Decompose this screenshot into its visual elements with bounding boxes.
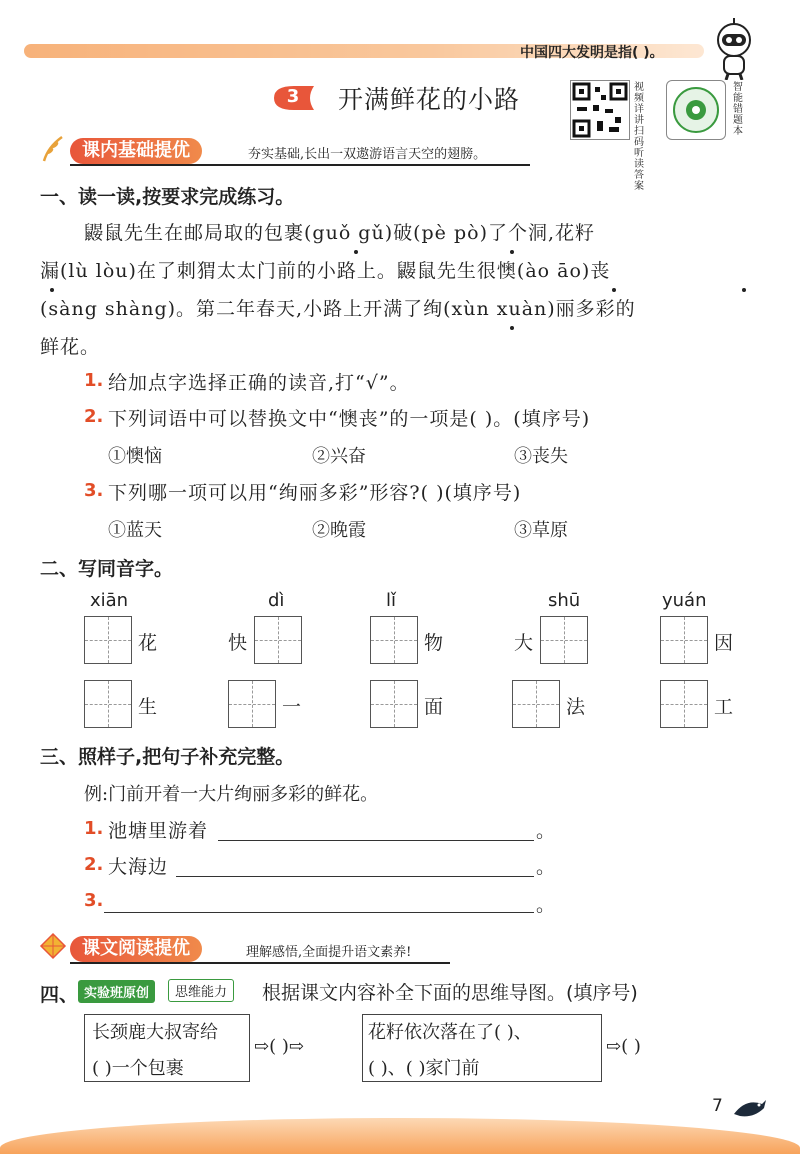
emphasis-dot <box>510 250 514 254</box>
qr-code-mistakes[interactable] <box>666 80 726 140</box>
q1-item-text: 下列词语中可以替换文中“懊丧”的一项是( )。(填序号) <box>108 408 591 430</box>
mindmap-box1-line2: ( )一个包裹 <box>92 1058 184 1079</box>
q3-item-end: 。 <box>536 856 557 878</box>
banner-underline <box>70 164 530 166</box>
emphasis-dot <box>354 250 358 254</box>
answer-line[interactable] <box>176 876 534 877</box>
emphasis-dot <box>612 288 616 292</box>
writing-grid-cell[interactable] <box>254 616 302 664</box>
char-before: 快 <box>228 632 248 654</box>
q3-item-num: 2. <box>84 854 104 875</box>
char-after: 因 <box>714 632 734 654</box>
top-note: 中国四大发明是指( )。 <box>520 45 664 61</box>
qr2-caption: 智能错题本 <box>733 82 743 137</box>
char-after: 花 <box>138 632 158 654</box>
char-after: 工 <box>714 696 734 718</box>
section-banner-reading: 课文阅读提优 <box>70 936 202 962</box>
wheat-icon <box>38 133 68 163</box>
q4-heading-prefix: 四、 <box>40 984 79 1006</box>
char-after: 法 <box>566 696 586 718</box>
passage-line-1: 鼹鼠先生在邮局取的包裹(guǒ gǔ)破(pè pò)了个洞,花籽 <box>84 222 596 244</box>
option: ②兴奋 <box>312 446 366 467</box>
qr1-caption: 视频详讲扫码听读答案 <box>634 82 644 192</box>
pinyin-label: lǐ <box>386 590 397 611</box>
option: ①蓝天 <box>108 520 162 541</box>
section-slogan-reading: 理解感悟,全面提升语文素养! <box>246 945 412 960</box>
qr-pattern-icon <box>571 81 629 139</box>
passage-line-3: (sàng shàng)。第二年春天,小路上开满了绚(xùn xuàn)丽多彩的 <box>40 298 636 320</box>
option: ②晚霞 <box>312 520 366 541</box>
mindmap-box2-line2: ( )、( )家门前 <box>368 1058 480 1079</box>
emphasis-dot <box>50 288 54 292</box>
mindmap-box2-line1: 花籽依次落在了( )、 <box>368 1022 532 1043</box>
page-number: 7 <box>712 1096 723 1116</box>
q2-heading: 二、写同音字。 <box>40 558 174 580</box>
option: ①懊恼 <box>108 446 162 467</box>
page-title: 开满鲜花的小路 <box>338 85 521 114</box>
answer-line[interactable] <box>104 912 534 913</box>
q3-item-end: 。 <box>536 894 557 916</box>
writing-grid-cell[interactable] <box>84 616 132 664</box>
writing-grid-cell[interactable] <box>512 680 560 728</box>
char-after: 物 <box>424 632 444 654</box>
q3-item-num: 3. <box>84 890 104 911</box>
passage-line-2: 漏(lù lòu)在了刺猬太太门前的小路上。鼹鼠先生很懊(ào āo)丧 <box>40 260 611 282</box>
emphasis-dot <box>742 288 746 292</box>
pinyin-label: dì <box>268 590 285 611</box>
q1-item-text: 下列哪一项可以用“绚丽多彩”形容?( )(填序号) <box>108 482 522 504</box>
char-after: 面 <box>424 696 444 718</box>
tag-thinking: 思维能力 <box>168 979 234 1002</box>
writing-grid-cell[interactable] <box>228 680 276 728</box>
char-after: 一 <box>282 696 302 718</box>
q1-heading: 一、读一读,按要求完成练习。 <box>40 186 295 208</box>
bottom-decor-bar <box>0 1118 800 1154</box>
banner-underline <box>70 962 450 964</box>
q1-item-num: 1. <box>84 370 104 391</box>
mindmap-arrow-blank-1[interactable]: ⇨( )⇨ <box>254 1036 304 1057</box>
mindmap-arrow-blank-2[interactable]: ⇨( ) <box>606 1036 641 1057</box>
pinyin-label: yuán <box>662 590 707 611</box>
option: ③草原 <box>514 520 568 541</box>
char-before: 大 <box>514 632 534 654</box>
writing-grid-cell[interactable] <box>370 616 418 664</box>
bird-icon <box>732 1094 768 1122</box>
mindmap-box1-line1: 长颈鹿大叔寄给 <box>92 1022 218 1043</box>
example-sentence: 例:门前开着一大片绚丽多彩的鲜花。 <box>84 784 379 805</box>
q1-item-num: 2. <box>84 406 104 427</box>
answer-line[interactable] <box>218 840 534 841</box>
pinyin-label: shū <box>548 590 581 611</box>
q1-item-text: 给加点字选择正确的读音,打“√”。 <box>108 372 410 394</box>
passage-line-4: 鲜花。 <box>40 336 101 358</box>
tag-original: 实验班原创 <box>78 980 155 1003</box>
char-after: 生 <box>138 696 158 718</box>
q3-heading: 三、照样子,把句子补充完整。 <box>40 746 295 768</box>
writing-grid-cell[interactable] <box>660 616 708 664</box>
q3-item-text: 池塘里游着 <box>108 820 209 842</box>
kite-icon <box>38 932 68 962</box>
q3-item-num: 1. <box>84 818 104 839</box>
writing-grid-cell[interactable] <box>370 680 418 728</box>
lesson-number: 3 <box>286 86 300 107</box>
q1-item-num: 3. <box>84 480 104 501</box>
wrong-book-qr-icon <box>667 81 725 139</box>
q4-heading-text: 根据课文内容补全下面的思维导图。(填序号) <box>262 982 638 1004</box>
pinyin-label: xiān <box>90 590 129 611</box>
section-slogan-basics: 夯实基础,长出一双遨游语言天空的翅膀。 <box>248 147 487 162</box>
writing-grid-cell[interactable] <box>84 680 132 728</box>
section-banner-basics: 课内基础提优 <box>70 138 202 164</box>
qr-code-video[interactable] <box>570 80 630 140</box>
writing-grid-cell[interactable] <box>660 680 708 728</box>
q3-item-end: 。 <box>536 820 557 842</box>
mascot-icon <box>710 18 758 80</box>
emphasis-dot <box>510 326 514 330</box>
option: ③丧失 <box>514 446 568 467</box>
writing-grid-cell[interactable] <box>540 616 588 664</box>
q3-item-text: 大海边 <box>108 856 169 878</box>
